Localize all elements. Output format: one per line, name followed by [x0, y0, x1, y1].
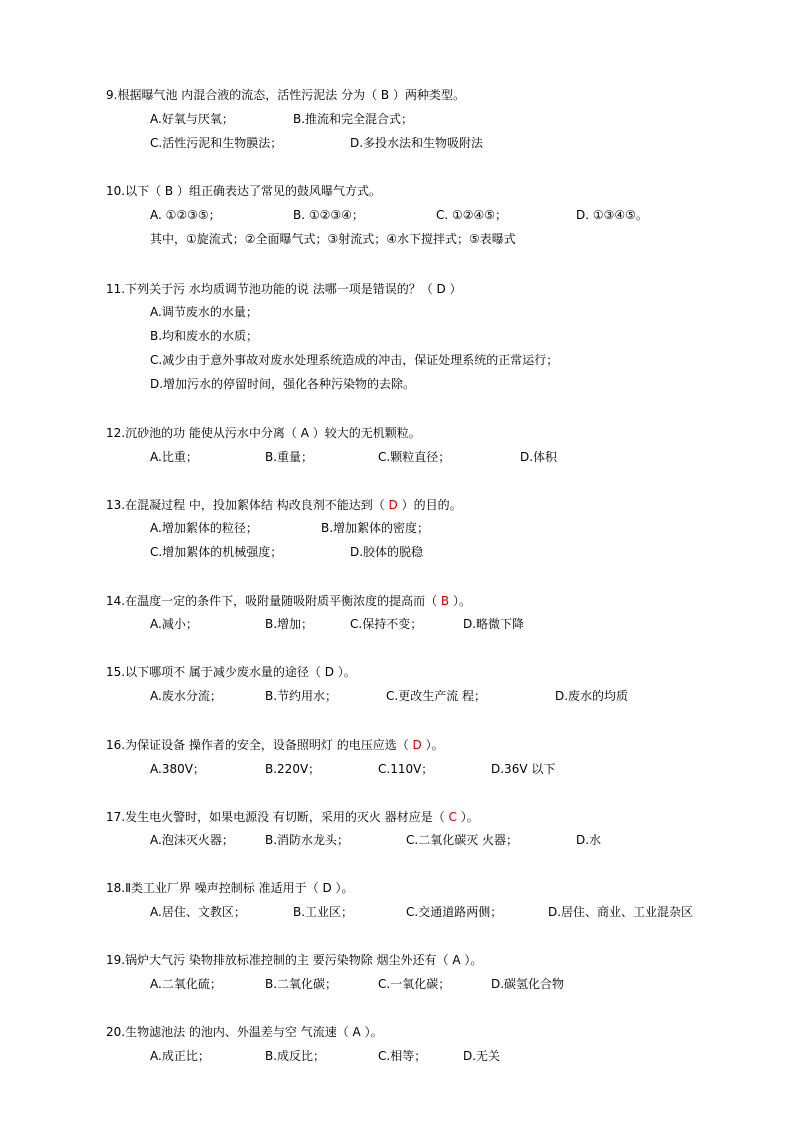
question-13-option-a: A.增加絮体的粒径； [150, 521, 258, 535]
question-20-answer: A [352, 1025, 361, 1039]
question-12-stem: 12.沉砂池的功 能使从污水中分离（ A ）较大的无机颗粒。 [106, 426, 421, 440]
question-20-option-b: B.成反比； [265, 1049, 326, 1063]
question-12-option-d: D.体积 [520, 450, 558, 464]
question-18-stem: 18.Ⅱ类工业厂界 噪声控制标 准适用于（ D ）。 [106, 881, 354, 895]
question-14-stem: 14.在温度一定的条件下，吸附量随吸附质平衡浓度的提高而（ B ）。 [106, 594, 471, 608]
question-16-option-c: C.110V； [378, 762, 434, 776]
question-10-answer: B [164, 184, 174, 198]
question-13-option-b: B.增加絮体的密度； [321, 521, 430, 535]
question-18-option-c: C.交通道路两侧； [406, 905, 503, 919]
question-12-option-b: B.重量； [265, 450, 314, 464]
question-10-option-a: A. ①②③⑤； [150, 208, 221, 222]
question-15-answer: D [324, 665, 334, 679]
question-19-stem: 19.锅炉大气污 染物排放标准控制的主 要污染物除 烟尘外还有（ A ）。 [106, 953, 483, 967]
question-18-option-a: A.居住、文教区； [150, 905, 246, 919]
question-10-option-d: D. ①③④⑤。 [576, 208, 648, 222]
question-19-option-d: D.碳氢化合物 [491, 977, 565, 991]
question-10-option-c: C. ①②④⑤； [436, 208, 508, 222]
question-20-option-a: A.成正比； [150, 1049, 210, 1063]
question-11-option-c: C.减少由于意外事故对废水处理系统造成的冲击，保证处理系统的正常运行； [150, 353, 559, 367]
question-12-answer: A [300, 426, 309, 440]
question-11-option-d: D.增加污水的停留时间，强化各种污染物的去除。 [150, 377, 416, 391]
question-17-stem: 17.发生电火警时，如果电源没 有切断，采用的灭火 器材应是（ C ）。 [106, 810, 479, 824]
question-11-option-a: A.调节废水的水量； [150, 305, 258, 319]
question-9-stem: 9.根据曝气池 内混合液的流态，活性污泥法 分为（ B ）两种类型。 [106, 88, 465, 102]
question-15-option-a: A.废水分流； [150, 689, 222, 703]
question-13-answer: D [388, 498, 398, 512]
question-18-answer: D [322, 881, 332, 895]
question-15-option-b: B.节约用水； [265, 689, 338, 703]
question-11-answer: D [436, 282, 446, 296]
question-14-option-c: C.保持不变； [350, 617, 423, 631]
question-10-option-b: B. ①②③④； [293, 208, 364, 222]
question-19-answer: A [452, 953, 461, 967]
question-16-stem: 16.为保证设备 操作者的安全，设备照明灯 的电压应选（ D ）。 [106, 738, 444, 752]
question-10-stem: 10.以下（ B ）组正确表达了常见的鼓风曝气方式。 [106, 184, 381, 198]
question-12-option-a: A.比重； [150, 450, 198, 464]
question-9-option-a: A.好氧与厌氧； [150, 112, 234, 126]
question-9-option-c: C.活性污泥和生物膜法； [150, 136, 283, 150]
question-19-option-a: A.二氧化硫； [150, 977, 222, 991]
question-17-option-a: A.泡沫灭火器； [150, 833, 234, 847]
question-16-option-d: D.36V 以下 [491, 762, 556, 776]
question-12-option-c: C.颗粒直径； [378, 450, 451, 464]
question-13-option-d: D.胶体的脱稳 [350, 545, 424, 559]
question-13-option-c: C.增加絮体的机械强度； [150, 545, 283, 559]
question-11-stem: 11.下列关于污 水均质调节池功能的说 法哪一项是错误的？（ D ） [106, 282, 462, 296]
question-14-option-d: D.略微下降 [463, 617, 525, 631]
question-17-option-b: B.消防水龙头； [265, 833, 350, 847]
question-16-answer: D [412, 738, 422, 752]
question-19-option-c: C.一氧化碳； [378, 977, 451, 991]
question-19-option-b: B.二氧化碳； [265, 977, 338, 991]
question-17-option-d: D.水 [576, 833, 602, 847]
question-14-answer: B [440, 594, 450, 608]
question-13-stem: 13.在混凝过程 中，投加絮体结 构改良剂不能达到（ D ）的目的。 [106, 498, 462, 512]
question-15-option-c: C.更改生产流 程； [386, 689, 487, 703]
question-17-answer: C [448, 810, 457, 824]
question-14-option-a: A.减小； [150, 617, 198, 631]
question-9-answer: B [380, 88, 390, 102]
question-10-note: 其中，①旋流式；②全面曝气式；③射流式；④水下搅拌式；⑤表曝式 [150, 232, 516, 246]
question-17-option-c: C.二氧化碳灭 火器； [406, 833, 519, 847]
question-20-option-d: D.无关 [463, 1049, 501, 1063]
question-15-stem: 15.以下哪项不 属于减少废水量的途径（ D ）。 [106, 665, 356, 679]
question-9-option-b: B.推流和完全混合式； [293, 112, 414, 126]
question-18-option-d: D.居住、商业、工业混杂区 [548, 905, 694, 919]
question-18-option-b: B.工业区； [293, 905, 354, 919]
question-15-option-d: D.废水的均质 [555, 689, 629, 703]
question-9-option-d: D.多投水法和生物吸附法 [350, 136, 484, 150]
question-16-option-a: A.380V； [150, 762, 205, 776]
question-20-option-c: C.相等； [378, 1049, 427, 1063]
question-16-option-b: B.220V； [265, 762, 321, 776]
question-14-option-b: B.增加； [265, 617, 314, 631]
question-11-option-b: B.均和废水的水质； [150, 329, 259, 343]
question-20-stem: 20.生物滤池法 的池内、外温差与空 气流速（ A ）。 [106, 1025, 383, 1039]
